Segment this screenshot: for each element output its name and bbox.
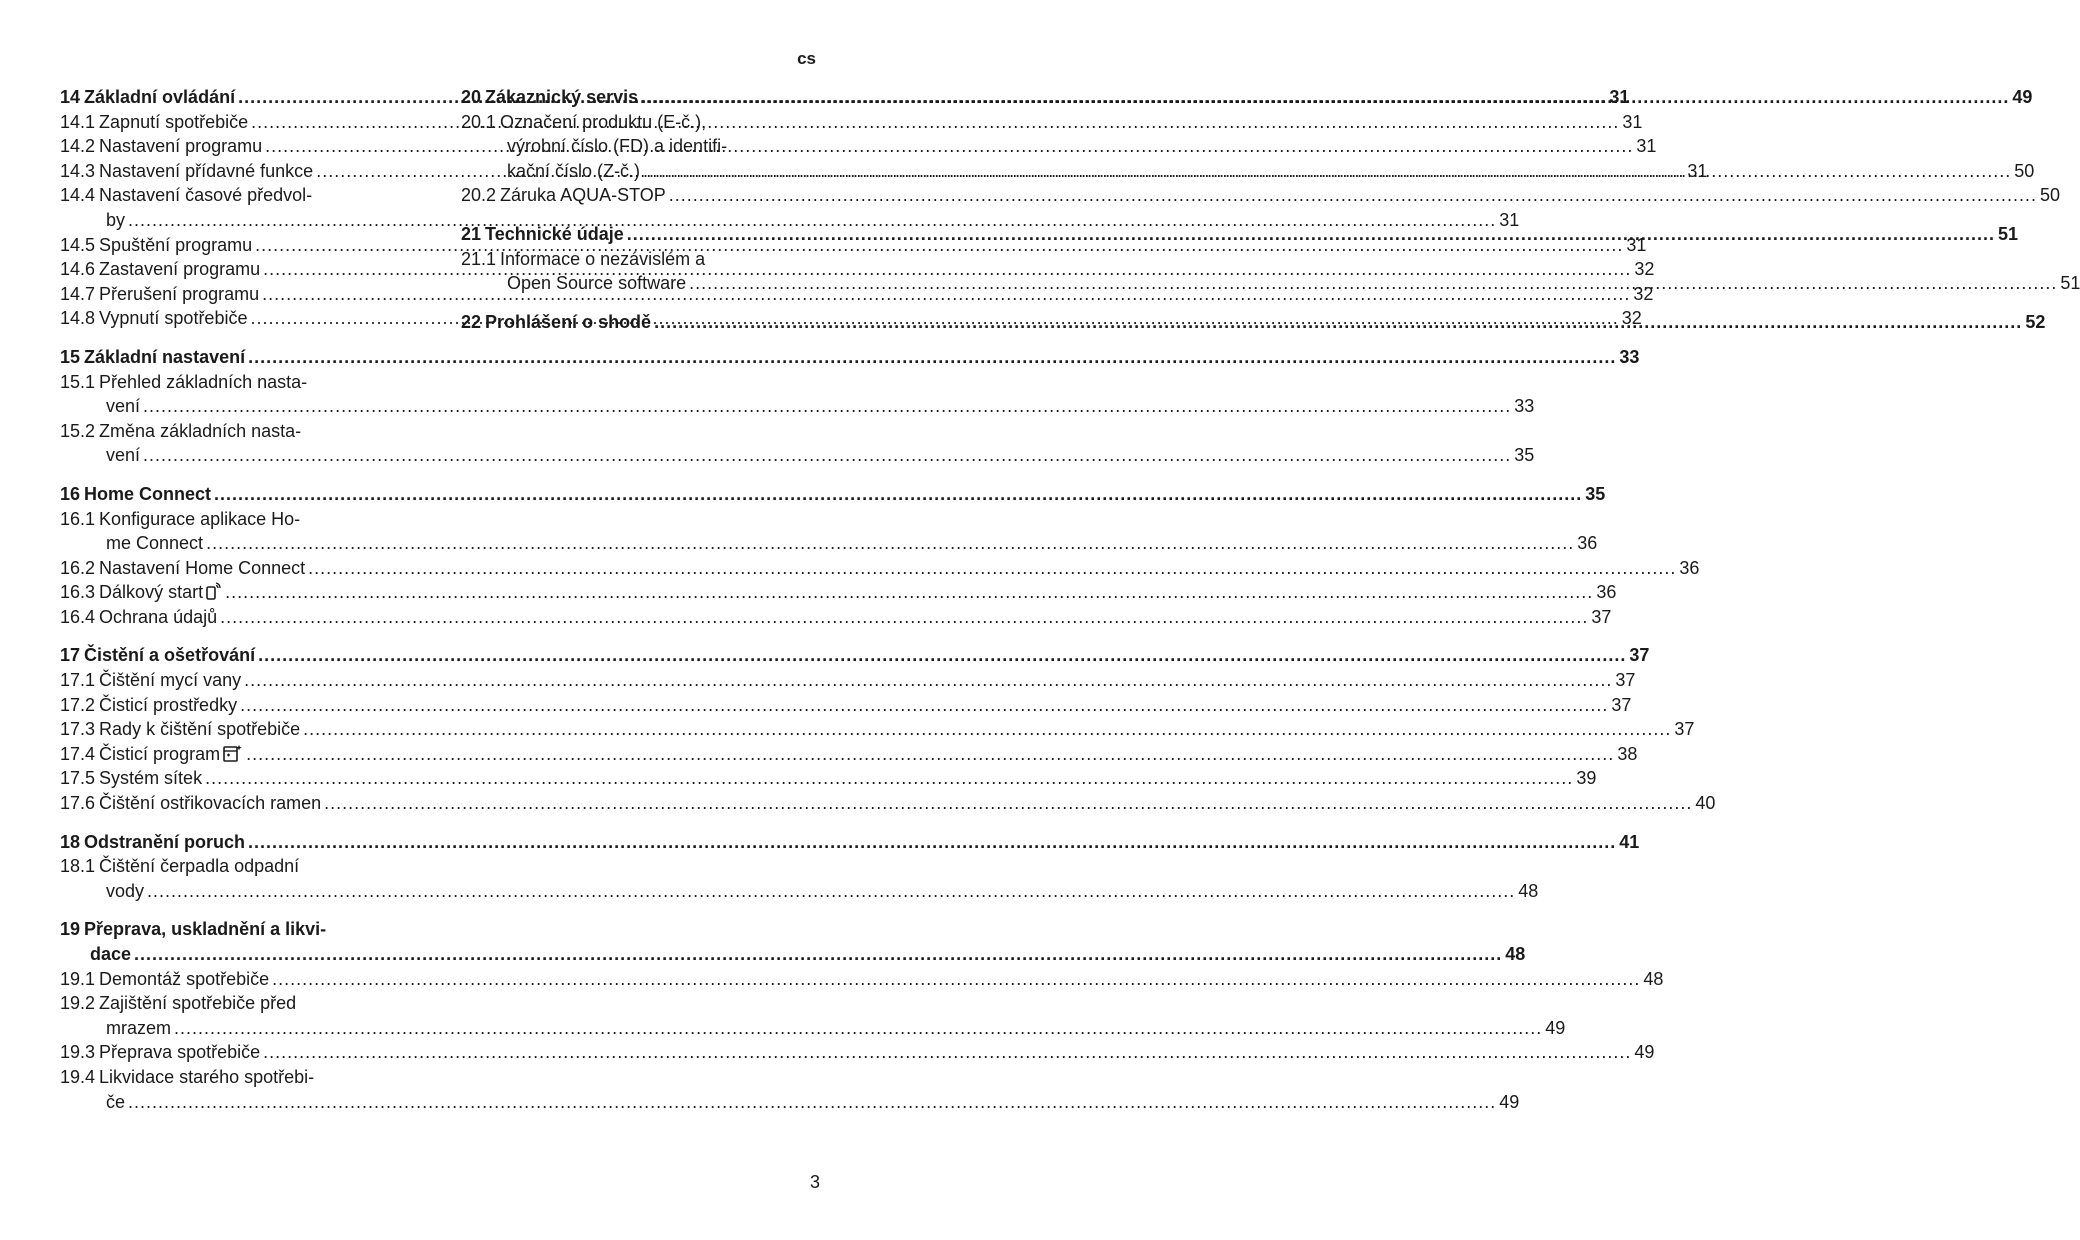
toc-item[interactable] [461,247,821,272]
toc-entry-number: 19.1 [60,968,96,989]
toc-item[interactable] [461,134,821,159]
toc-section-15 [60,345,1640,468]
toc-item[interactable] [60,1040,1655,1065]
page-number: 3 [809,1172,820,1192]
toc-entry-title: Nastavení Home Connect [99,557,306,578]
toc-entry-page: 51 [2060,273,2080,294]
toc-entry-title: výrobní číslo (FD) a identifi- [507,136,728,157]
toc-entry-number: 16.2 [60,557,96,578]
toc-entry-page: 32 [1621,308,1642,329]
dot-leader [641,85,2009,110]
toc-entry-title: mrazem [106,1017,172,1038]
toc-item[interactable] [60,693,1632,718]
dot-leader [308,556,1676,581]
toc-entry-number: 16.4 [60,606,96,627]
toc-item[interactable] [60,183,420,208]
dot-leader [134,942,1502,967]
dot-leader [220,605,1588,630]
toc-entry-page: 32 [1634,259,1655,280]
toc-entry-number: 15 [60,346,81,367]
toc-entry-title: Ochrana údajů [99,606,218,627]
toc-entry-number: 14.5 [60,234,96,255]
dot-leader [225,580,1593,605]
toc-entry-title: Čisticí program [99,742,243,767]
toc-entry-number: 19.2 [60,993,96,1014]
toc-entry-title: Prohlášení o shodě [485,311,652,332]
toc-entry-page: 33 [1514,396,1535,417]
toc-entry-page: 50 [2040,185,2061,206]
toc-item[interactable] [60,791,1716,816]
toc-entry-number: 16.3 [60,582,96,603]
toc-entry-title: vení [106,445,141,466]
toc-entry-page: 49 [1634,1042,1655,1063]
toc-entry-title: Likvidace starého spotřebi- [99,1066,315,1087]
toc-item[interactable] [60,879,1539,904]
toc-entry-page: 48 [1643,968,1664,989]
toc-item[interactable] [60,394,1535,419]
toc-entry-title: Čištění mycí vany [99,670,242,691]
toc-entry-title: Přeprava spotřebiče [99,1042,261,1063]
toc-entry-title: Čistění a ošetřování [84,645,256,666]
toc-item[interactable] [60,208,1520,233]
dot-leader [244,668,1612,693]
toc-entry-title: Nastavení časové předvol- [99,185,313,206]
toc-entry-title: dace [90,944,132,964]
toc-entry-page: 49 [1545,1017,1566,1038]
toc-item[interactable] [60,370,420,395]
dot-leader [205,766,1573,791]
dot-leader [263,1040,1631,1065]
dot-leader [246,742,1614,767]
language-code: cs [797,49,816,68]
toc-entry-number: 14.8 [60,308,96,329]
toc-entry-page: 32 [1633,283,1654,304]
toc-item[interactable] [60,991,420,1016]
toc-item[interactable] [60,580,1617,605]
toc-section-18 [60,830,1640,904]
toc-entry-number: 19 [60,919,81,940]
toc-item[interactable] [60,605,1612,630]
toc-entry-page: 33 [1619,346,1640,367]
toc-entry-title: Změna základních nasta- [99,420,302,441]
toc-entry-title: Základní nastavení [84,346,246,367]
toc-item[interactable] [461,183,2061,208]
toc-entry-number: 21 [461,223,482,244]
toc-heading[interactable] [60,917,420,942]
toc-section-16 [60,482,1700,630]
dot-leader [324,791,1692,816]
toc-entry-title: Nastavení programu [99,136,263,157]
toc-entry-title: me Connect [106,533,204,554]
toc-entry-number: 20.1 [461,111,497,132]
toc-entry-title: Přeprava, uskladnění a likvi- [84,919,327,940]
toc-entry-number: 17.6 [60,793,96,814]
toc-item[interactable] [60,419,420,444]
toc-entry-number: 21.1 [461,248,497,269]
toc-entry-title: by [106,209,126,230]
toc-entry-page: 35 [1585,483,1606,504]
toc-entry-number: 17 [60,645,81,666]
remote-start-icon [206,582,222,600]
toc-entry-title: vení [106,396,141,417]
toc-item[interactable] [60,1016,1566,1041]
toc-entry-page: 49 [1499,1091,1520,1112]
dot-leader [627,222,1995,247]
toc-entry-page: 37 [1611,694,1632,715]
toc-item[interactable] [60,742,1638,767]
toc-heading[interactable] [60,482,1606,507]
toc-entry-page: 35 [1514,445,1535,466]
toc-entry-title: Vypnutí spotřebiče [99,308,248,329]
toc-entry-number: 14.2 [60,136,96,157]
dot-leader [251,110,1619,135]
toc-entry-title: če [106,1091,126,1112]
dot-leader [240,693,1608,718]
toc-item[interactable] [60,854,420,879]
toc-entry-page: 37 [1615,670,1636,691]
toc-entry-title: Demontáž spotřebiče [99,968,270,989]
toc-entry-page: 52 [2025,311,2046,332]
toc-entry-title: Záruka AQUA-STOP [500,185,666,206]
toc-entry-page: 36 [1679,557,1700,578]
toc-item[interactable] [60,443,1535,468]
toc-entry-page: 31 [1622,111,1643,132]
toc-heading[interactable] [60,942,1526,967]
toc-entry-page: 37 [1629,645,1650,666]
dot-leader [206,531,1574,556]
toc-entry-number: 19.4 [60,1066,96,1087]
toc-heading[interactable] [60,830,1640,855]
toc-entry-title: Open Source software [507,273,687,294]
toc-entry-title: Spuštění programu [99,234,253,255]
toc-entry-title: Dálkový start [99,580,222,605]
dot-leader [128,1090,1496,1115]
dot-leader [147,879,1515,904]
toc-entry-number: 17.1 [60,670,96,691]
toc-entry-page: 48 [1505,944,1526,964]
toc-section-17 [60,643,1716,815]
toc-entry-title: Základní ovládání [84,87,236,107]
toc-entry-page: 41 [1619,831,1640,852]
toc-item[interactable] [60,717,1695,742]
dot-leader [272,967,1640,992]
toc-entry-number: 22 [461,311,482,332]
dot-leader [643,159,2011,184]
dot-leader [689,271,2057,296]
toc-entry-title: Konfigurace aplikace Ho- [99,508,301,529]
toc-entry-title: Zákaznický servis [485,87,639,107]
toc-entry-page: 31 [1636,136,1657,157]
toc-entry-number: 15.1 [60,371,96,392]
toc-item[interactable] [60,1065,420,1090]
toc-entry-page: 38 [1617,743,1638,764]
toc-entry-title: Čištění ostřikovacích ramen [99,793,322,814]
toc-entry-title: Systém sítek [99,768,203,789]
toc-entry-title: Nastavení přídavné funkce [99,160,314,181]
toc-entry-page: 48 [1518,880,1539,901]
dot-leader [143,394,1511,419]
toc-entry-number: 17.4 [60,743,96,764]
toc-entry-title: Odstranění poruch [84,831,246,852]
toc-entry-page: 36 [1596,582,1617,603]
toc-item[interactable] [60,766,1597,791]
machine-care-icon [223,744,243,762]
toc-entry-page: 39 [1576,768,1597,789]
toc-entry-page: 50 [2014,160,2035,181]
toc-entry-title: Čisticí prostředky [99,694,238,715]
toc-entry-number: 14.1 [60,111,96,132]
dot-leader [248,345,1616,370]
toc-heading[interactable] [60,643,1650,668]
toc-entry-page: 49 [2012,87,2033,107]
toc-entry-title: Informace o nezávislém a [500,248,706,269]
toc-entry-number: 15.2 [60,420,96,441]
dot-leader [214,482,1582,507]
dot-leader [669,183,2037,208]
toc-entry-number: 14.4 [60,185,96,206]
toc-entry-title: Přerušení programu [99,283,260,304]
toc-item[interactable] [60,1090,1520,1115]
toc-entry-number: 14.6 [60,259,96,280]
dot-leader [174,1016,1542,1041]
dot-leader [654,310,2022,335]
toc-entry-title: Označení produktu (E-č.), [500,111,707,132]
toc-entry-number: 20 [461,87,482,107]
toc-entry-title: Rady k čištění spotřebiče [99,719,301,740]
toc-entry-page: 31 [1687,160,1708,181]
dot-leader [143,443,1511,468]
toc-section-19 [60,917,1664,1114]
toc-entry-title: Zapnutí spotřebiče [99,111,249,132]
toc-entry-number: 19.3 [60,1042,96,1063]
toc-entry-title: Zajištění spotřebiče před [99,993,297,1014]
toc-entry-page: 37 [1591,606,1612,627]
toc-entry-title: Home Connect [84,483,212,504]
toc-entry-title: Technické údaje [485,223,624,244]
dot-leader [258,643,1626,668]
toc-entry-number: 16.1 [60,508,96,529]
toc-entry-number: 18 [60,831,81,852]
toc-entry-title: kační číslo (Z-č.) [507,160,641,181]
toc-entry-number: 17.2 [60,694,96,715]
toc-entry-number: 14 [60,87,81,107]
toc-entry-number: 14.3 [60,160,96,181]
dot-leader [248,830,1616,855]
toc-entry-number: 20.2 [461,185,497,206]
toc-entry-number: 18.1 [60,856,96,877]
toc-item[interactable] [60,668,1636,693]
toc-entry-page: 40 [1695,793,1716,814]
toc-entry-page: 31 [1499,209,1520,230]
toc-entry-page: 51 [1997,223,2019,244]
toc-item[interactable] [60,531,1598,556]
toc-item[interactable] [60,556,1700,581]
toc-entry-page: 31 [1609,87,1630,107]
toc-entry-title: Zastavení programu [99,259,261,280]
toc-entry-number: 16 [60,483,81,504]
toc-entry-page: 37 [1674,719,1695,740]
toc-entry-title: vody [106,880,145,901]
toc-item[interactable] [60,507,420,532]
toc-item[interactable] [461,110,821,135]
toc-item[interactable] [60,967,1664,992]
toc-entry-title: Přehled základních nasta- [99,371,308,392]
toc-heading[interactable] [60,345,1640,370]
toc-entry-title: Čištění čerpadla odpadní [99,856,300,877]
toc-entry-number: 14.7 [60,283,96,304]
dot-leader [303,717,1671,742]
toc-entry-number: 17.3 [60,719,96,740]
toc-entry-number: 17.5 [60,768,96,789]
toc-entry-page: 36 [1577,533,1598,554]
toc-entry-page: 31 [1626,234,1647,255]
